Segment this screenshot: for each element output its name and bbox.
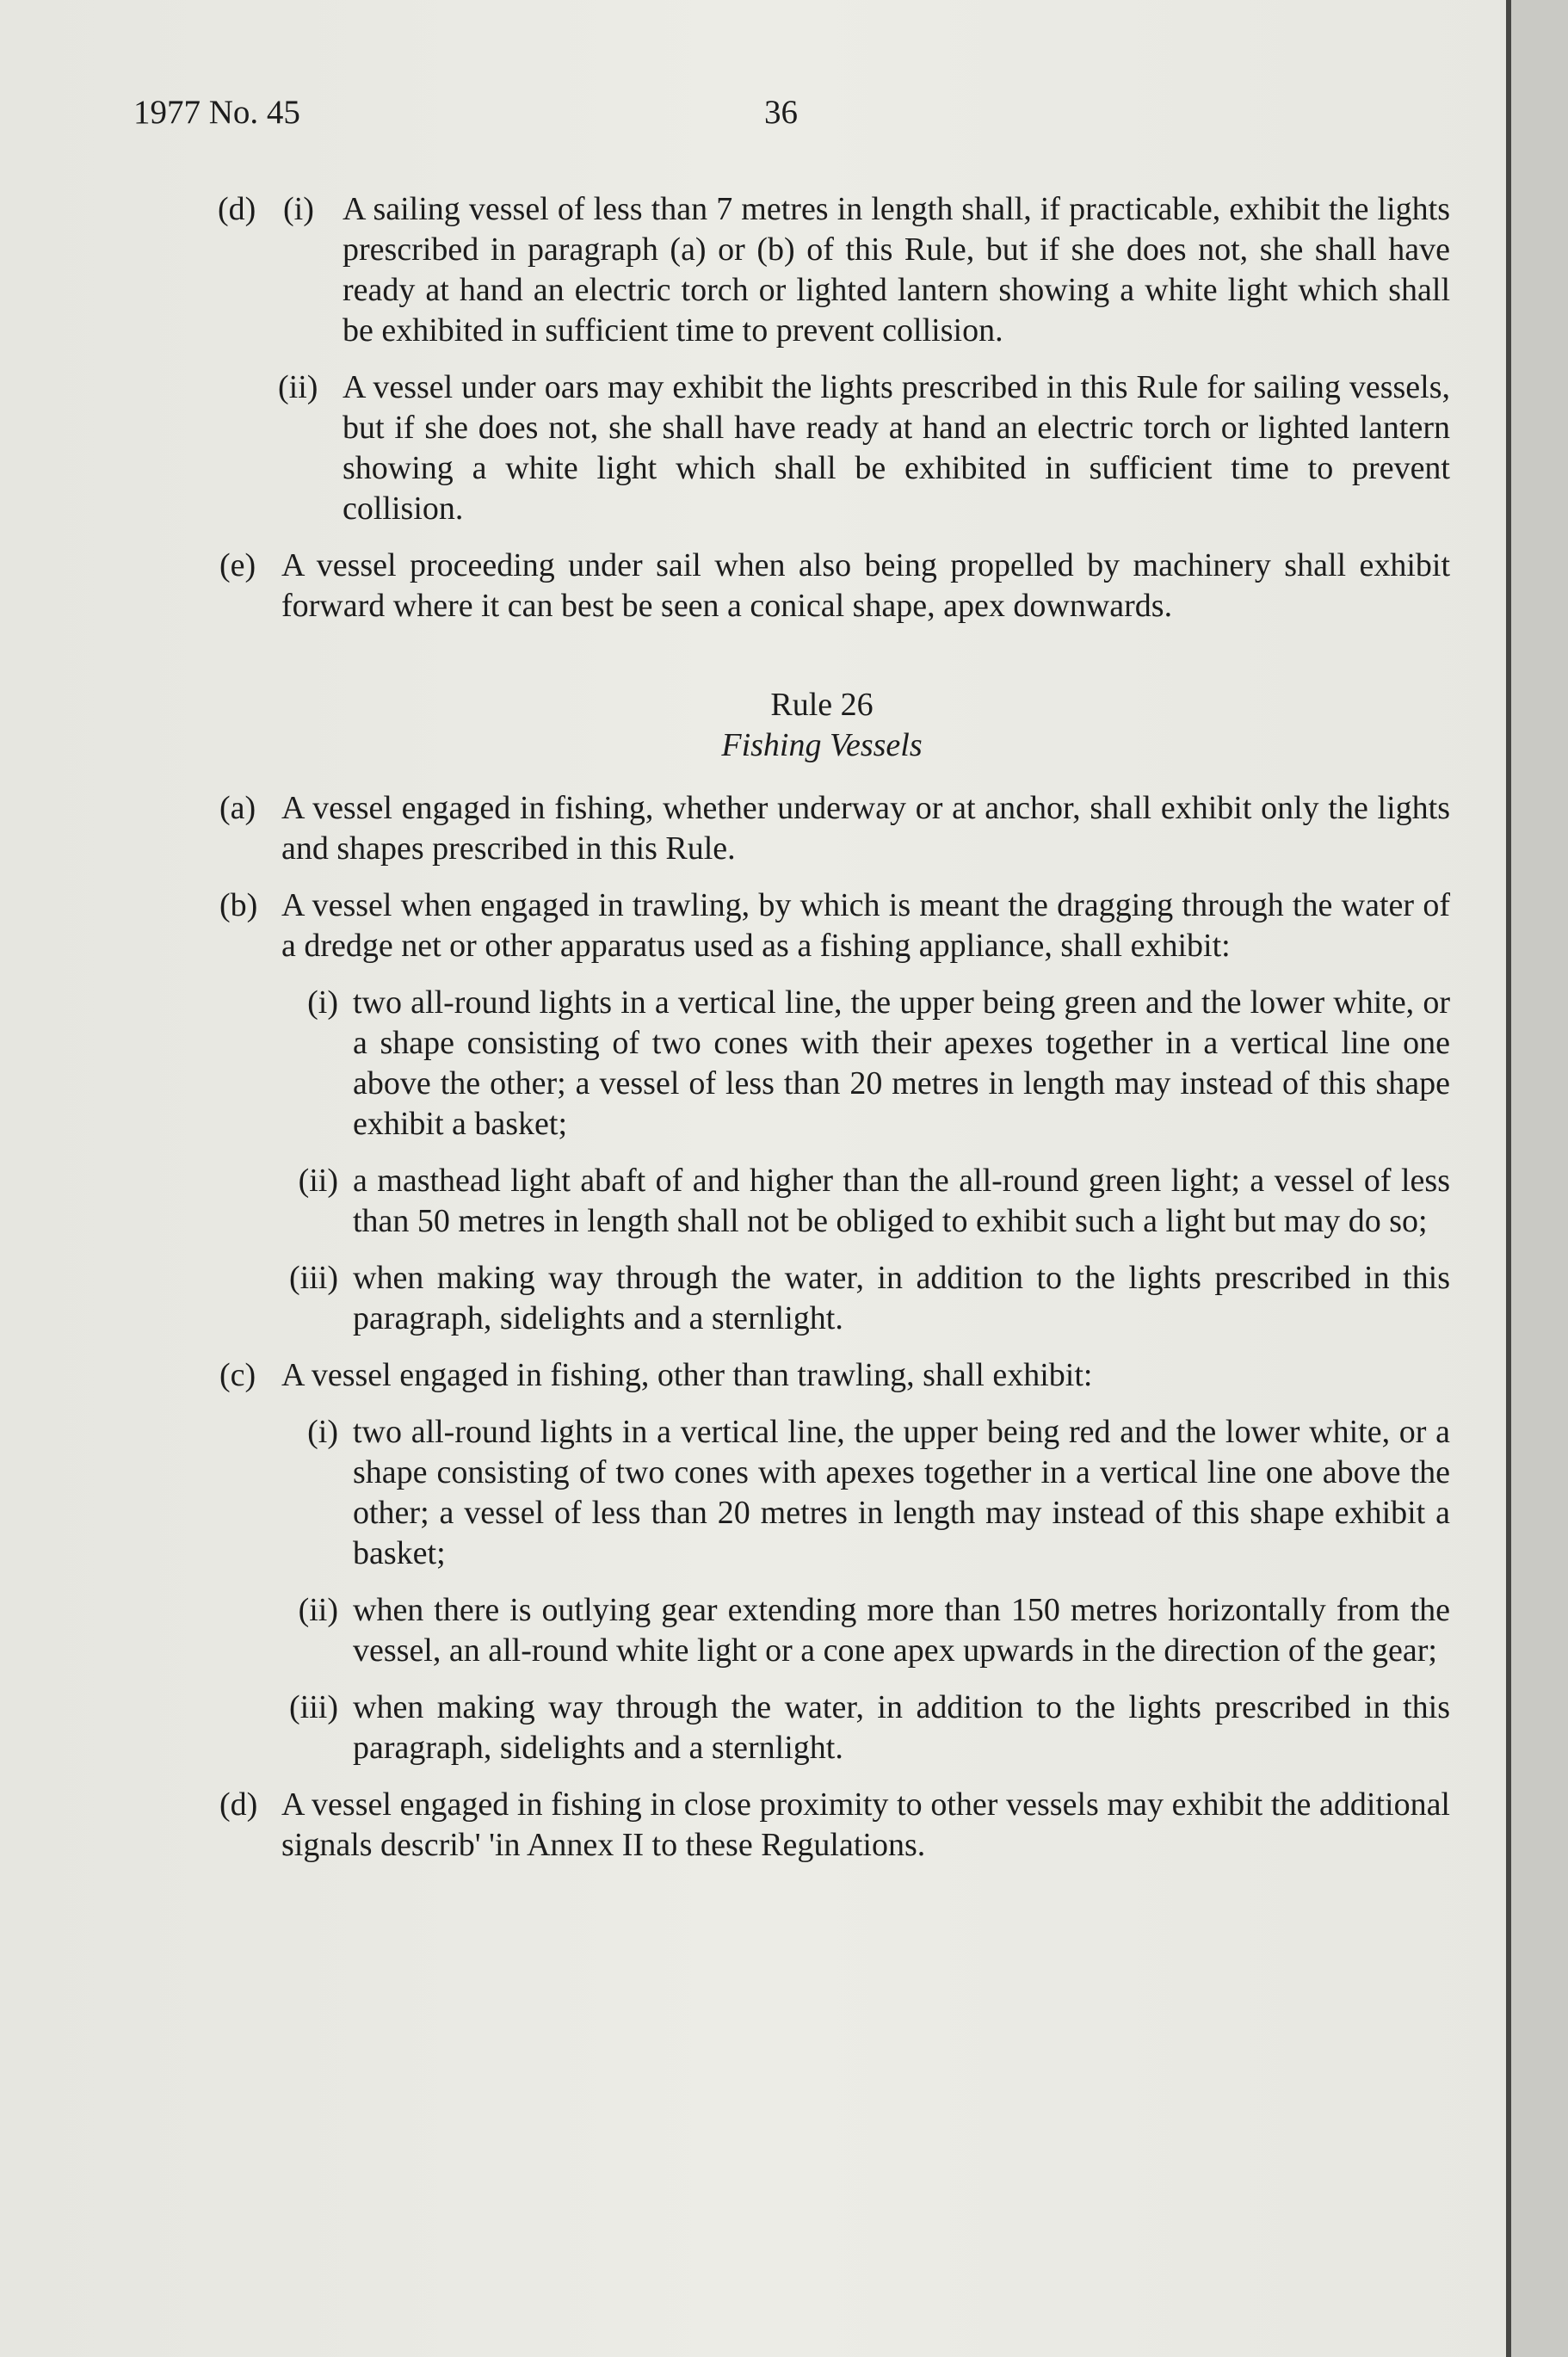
para-label: (e): [219, 547, 256, 583]
rule26-para-b: [219, 885, 1450, 966]
subpara-label: (iii): [289, 1260, 338, 1296]
rule25-para-e: [219, 546, 1450, 626]
rule26-para-c-i: [219, 1412, 1450, 1574]
adjacent-page-strip: [1511, 0, 1568, 2357]
para-label: (b): [219, 887, 258, 923]
subpara-label: (iii): [289, 1689, 338, 1725]
rule26-para-c: [219, 1355, 1450, 1396]
para-text: A vessel engaged in fishing in close proximity to other vessels may exhibit the additional signals describ' 'in Annex II to these Regulations.: [281, 1786, 1450, 1863]
para-label: (a): [219, 790, 256, 826]
subpara-label: (i): [307, 984, 338, 1021]
para-text: A sailing vessel of less than 7 metres in length shall, if practicable, exhibit the lights prescribed in paragraph (a) or (b) of this Rule, but if she does not, she shall have ready at hand an electric torch or lighted lantern showing a white light which shall be exhibited in sufficient time to prevent collision.: [343, 191, 1450, 349]
subpara-label: (i): [283, 191, 314, 227]
para-text: two all-round lights in a vertical line, the upper being green and the lower white, or a shape consisting of two cones with their apexes together in a vertical line one above the other; a vessel of less than 20 metres in length may instead of this shape exhibit a basket;: [353, 984, 1450, 1142]
para-text: A vessel engaged in fishing, other than trawling, shall exhibit:: [281, 1357, 1093, 1393]
para-text: when making way through the water, in addition to the lights prescribed in this paragraph, sidelights and a sternlight.: [353, 1689, 1450, 1766]
rule26-para-c-iii: [219, 1688, 1450, 1768]
para-label: (d): [218, 191, 256, 227]
para-text: when making way through the water, in addition to the lights prescribed in this paragraph, sidelights and a sternlight.: [353, 1260, 1450, 1336]
para-label: (d): [219, 1786, 258, 1823]
para-text: A vessel proceeding under sail when also being propelled by machinery shall exhibit forward where it can best be seen a conical shape, apex downwards.: [281, 547, 1450, 624]
rule26-para-a: [219, 788, 1450, 869]
document-body: [219, 189, 1450, 1882]
act-year-number: 1977 No. 45: [133, 94, 300, 131]
subpara-label: (ii): [298, 1163, 338, 1199]
para-text: A vessel under oars may exhibit the lights prescribed in this Rule for sailing vessels, but if she does not, she shall have ready at hand an electric torch or lighted lantern showing a white light which shall be exhibited in sufficient time to prevent collision.: [343, 369, 1450, 527]
subpara-label: (ii): [278, 369, 318, 405]
rule26-para-c-ii: [219, 1590, 1450, 1671]
para-text: two all-round lights in a vertical line, the upper being red and the lower white, or a shape consisting of two cones with apexes together in a vertical line one above the other; a vessel of less than 20 metres in length may instead of this shape exhibit a basket;: [353, 1414, 1450, 1571]
para-text: a masthead light abaft of and higher than the all-round green light; a vessel of less than 50 metres in length shall not be obliged to exhibit such a light but may do so;: [353, 1163, 1450, 1239]
subpara-label: (ii): [298, 1592, 338, 1628]
rule-subheading: Fishing Vessels: [721, 727, 923, 763]
para-text: A vessel engaged in fishing, whether underway or at anchor, shall exhibit only the lights and shapes prescribed in this Rule.: [281, 790, 1450, 867]
rule26-para-b-ii: [219, 1161, 1450, 1242]
rule25-para-d-i: [219, 189, 1450, 351]
page-number: 36: [764, 94, 798, 131]
para-text: when there is outlying gear extending more than 150 metres horizontally from the vessel, an all-round white light or a cone apex upwards in the direction of the gear;: [353, 1592, 1450, 1669]
rule26-para-b-i: [219, 983, 1450, 1145]
rule26-para-d: [219, 1785, 1450, 1866]
para-text: A vessel when engaged in trawling, by which is meant the dragging through the water of a dredge net or other apparatus used as a fishing appliance, shall exhibit:: [281, 887, 1450, 964]
subpara-label: (i): [307, 1414, 338, 1450]
page-header: [133, 93, 1396, 145]
rule26-para-b-iii: [219, 1258, 1450, 1339]
rule25-para-d-ii: [219, 367, 1450, 529]
rule-heading: Rule 26: [770, 687, 874, 723]
para-label: (c): [219, 1357, 256, 1393]
